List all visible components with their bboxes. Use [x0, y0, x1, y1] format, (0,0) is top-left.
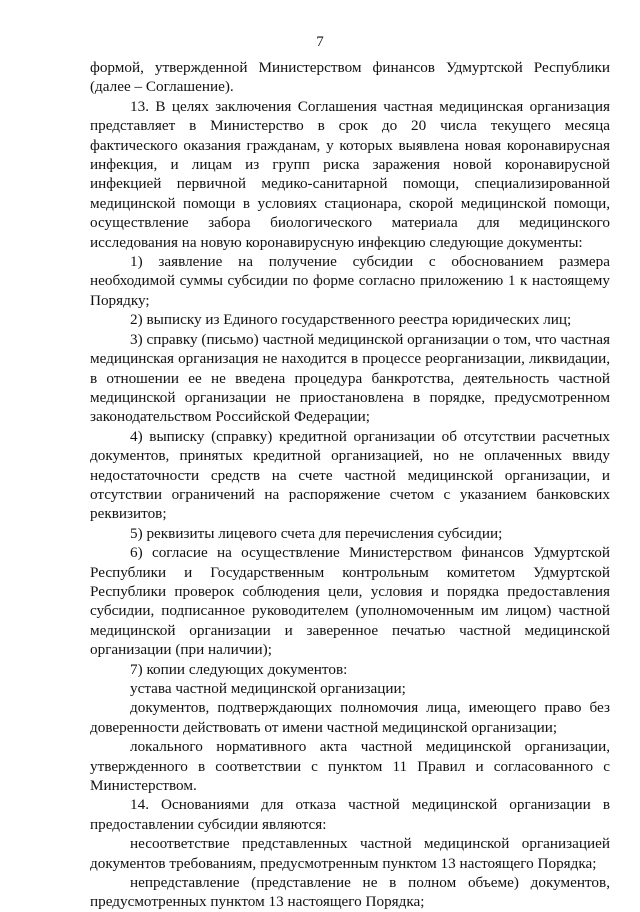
list-item: 5) реквизиты лицевого счета для перечисления субсидии; [130, 524, 503, 542]
document-body [90, 58, 610, 912]
list-item: 3) справку (письмо) частной медицинской организации о том, что частная медицинская организация не находится в процессе реорганизации, ликвидации, в отношении ее не введена процедура банкротства, деятельность частной медицинской организации не приостановлена в порядке, предусмотренном законодательством Российской Федерации; [90, 330, 610, 426]
paragraph-13: 13. В целях заключения Соглашения частная медицинская организация представляет в Министерство в срок до 20 числа текущего месяца фактического оказания гражданам, у которых выявлена новая коронавирусная инфекция, и лицам из групп риска заражения новой коронавирусной инфекцией первичной медико-санитарной помощи, специализированной медицинской помощи в условиях стационара, скорой медицинской помощи, осуществление забора биологического материала для медицинского исследования на новую коронавирусную инфекцию следующие документы: [90, 97, 610, 251]
list-item: 6) согласие на осуществление Министерством финансов Удмуртской Республики и Государственным контрольным комитетом Удмуртской Республики проверок соблюдения цели, условия и порядка предоставления субсидии, подписанное руководителем (уполномоченным им лицом) частной медицинской организации и заверенное печатью частной медицинской организации (при наличии); [90, 544, 610, 659]
sub-list-item: документов, подтверждающих полномочия лица, имеющего право без доверенности действовать от имени частной медицинской организации; [90, 699, 610, 736]
sub-list-item: устава частной медицинской организации; [130, 680, 406, 697]
page-number: 7 [316, 34, 324, 50]
list-item: 7) копии следующих документов: [130, 660, 348, 678]
list-item: 2) выписку из Единого государственного реестра юридических лиц; [130, 311, 572, 329]
list-item: 1) заявление на получение субсидии с обоснованием размера необходимой суммы субсидии по форме согласно приложению 1 к настоящему Порядку; [90, 253, 610, 309]
list-item: несоответствие представленных частной медицинской организацией документов требованиям, предусмотренным пунктом 13 настоящего Порядка; [90, 835, 610, 872]
list-item: 4) выписку (справку) кредитной организации об отсутствии расчетных документов, принятых кредитной организацией, но не оплаченных ввиду недостаточности средств на счете частной медицинской организации, и отсутствии ограничений на распоряжение счетом с указанием банковских реквизитов; [90, 427, 610, 523]
paragraph-14: 14. Основаниями для отказа частной медицинской организации в предоставлении субсидии являются: [90, 796, 610, 833]
paragraph: формой, утвержденной Министерством финансов Удмуртской Республики (далее – Соглашение). [90, 59, 610, 96]
sub-list-item: локального нормативного акта частной медицинской организации, утвержденного в соответствии с пунктом 11 Правил и согласованного с Министерством. [90, 738, 610, 795]
list-item: непредставление (представление не в полном объеме) документов, предусмотренных пунктом 13 настоящего Порядка; [90, 874, 610, 911]
